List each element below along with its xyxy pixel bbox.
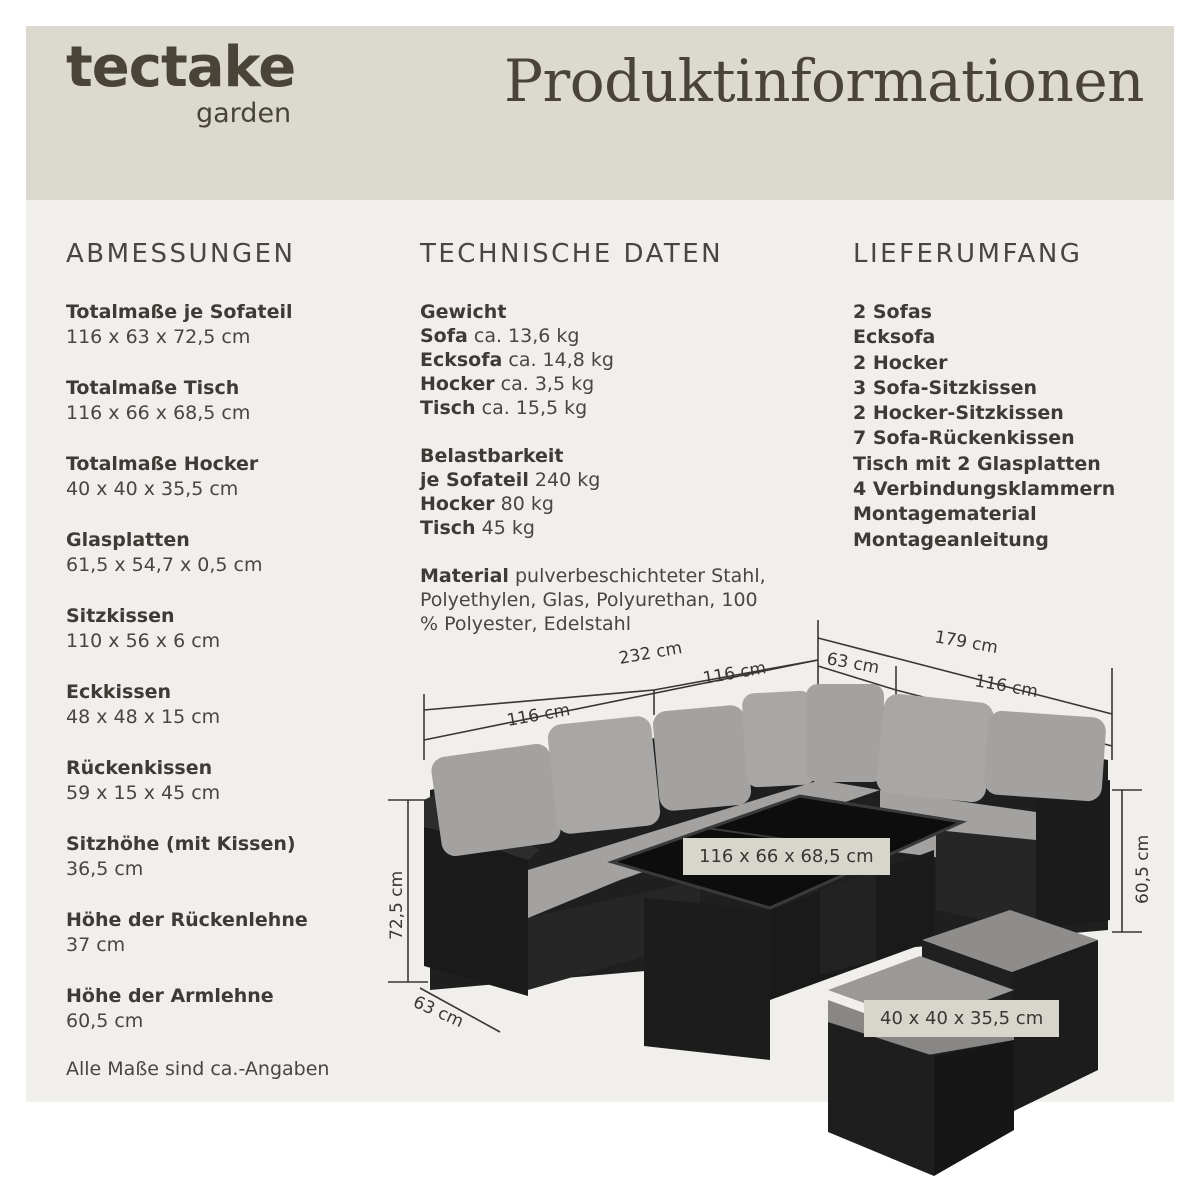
dimension-label: Glasplatten bbox=[66, 529, 190, 551]
dimension-item bbox=[66, 832, 329, 882]
delivery-item: 2 Hocker bbox=[853, 351, 948, 374]
dimension-value: 40 x 40 x 35,5 cm bbox=[66, 478, 239, 500]
load-row bbox=[420, 492, 766, 516]
material-line-2: Polyethylen, Glas, Polyurethan, 100 bbox=[420, 589, 758, 611]
weight-row-label: Hocker bbox=[420, 373, 495, 395]
weight-row bbox=[420, 348, 766, 372]
sofa-drawing bbox=[424, 684, 1110, 1176]
dimension-value: 116 x 66 x 68,5 cm bbox=[66, 402, 251, 424]
delivery-column bbox=[853, 238, 1115, 553]
dimension-item bbox=[66, 680, 329, 730]
dimension-label: Höhe der Rückenlehne bbox=[66, 909, 308, 931]
dimensions-list bbox=[66, 300, 329, 1034]
dimension-value: 59 x 15 x 45 cm bbox=[66, 782, 221, 804]
dimension-value: 110 x 56 x 6 cm bbox=[66, 630, 221, 652]
dimensions-heading: ABMESSUNGEN bbox=[66, 239, 296, 269]
dimension-item bbox=[66, 908, 329, 958]
technical-column bbox=[420, 238, 766, 660]
dimension-value: 36,5 cm bbox=[66, 858, 144, 880]
dimension-label: Totalmaße je Sofateil bbox=[66, 301, 293, 323]
dimension-item bbox=[66, 452, 329, 502]
load-row-value: 80 kg bbox=[500, 493, 554, 515]
technical-heading: TECHNISCHE DATEN bbox=[420, 239, 724, 269]
load-row-value: 45 kg bbox=[481, 517, 535, 539]
dimension-label: Totalmaße Tisch bbox=[66, 377, 240, 399]
dimension-value: 37 cm bbox=[66, 934, 126, 956]
weight-row bbox=[420, 372, 766, 396]
dimensions-column bbox=[66, 238, 329, 1080]
weight-row-label: Sofa bbox=[420, 325, 468, 347]
dimension-label: Sitzkissen bbox=[66, 605, 175, 627]
load-row-label: Tisch bbox=[420, 517, 476, 539]
load-row bbox=[420, 468, 766, 492]
load-row bbox=[420, 516, 766, 540]
dimension-label: Sitzhöhe (mit Kissen) bbox=[66, 833, 296, 855]
page-title: Produktinformationen bbox=[503, 47, 1144, 115]
load-row-label: Hocker bbox=[420, 493, 495, 515]
delivery-item: 7 Sofa-Rückenkissen bbox=[853, 427, 1075, 450]
load-title: Belastbarkeit bbox=[420, 445, 564, 467]
weight-row-value: ca. 3,5 kg bbox=[500, 373, 595, 395]
dim-sofa-left: 116 cm bbox=[505, 700, 572, 731]
load-row-value: 240 kg bbox=[534, 469, 601, 491]
brand-logo: tectake bbox=[66, 35, 296, 100]
weight-title: Gewicht bbox=[420, 301, 507, 323]
dimension-label: Eckkissen bbox=[66, 681, 172, 703]
delivery-item: Montageanleitung bbox=[853, 528, 1049, 551]
product-illustration bbox=[380, 620, 1160, 1190]
weight-row bbox=[420, 396, 766, 420]
material-label: Material bbox=[420, 565, 509, 587]
dim-sofa-mid: 116 cm bbox=[701, 658, 768, 689]
dim-depth: 63 cm bbox=[409, 992, 467, 1033]
dimension-label: Höhe der Armlehne bbox=[66, 985, 274, 1007]
dimension-item bbox=[66, 300, 329, 350]
delivery-item: 2 Sofas bbox=[853, 301, 932, 323]
dim-sofa-right: 116 cm bbox=[973, 671, 1040, 702]
weight-row-value: ca. 13,6 kg bbox=[473, 325, 580, 347]
delivery-list bbox=[853, 300, 1115, 553]
delivery-item: 4 Verbindungsklammern bbox=[853, 478, 1116, 501]
dimension-label: Totalmaße Hocker bbox=[66, 453, 259, 475]
load-group bbox=[420, 444, 766, 540]
delivery-heading: LIEFERUMFANG bbox=[853, 239, 1083, 269]
stool-dimension-tag: 40 x 40 x 35,5 cm bbox=[864, 1000, 1059, 1037]
dimension-item bbox=[66, 376, 329, 426]
weight-row-label: Ecksofa bbox=[420, 349, 503, 371]
dimension-value: 48 x 48 x 15 cm bbox=[66, 706, 221, 728]
weight-row-value: ca. 15,5 kg bbox=[481, 397, 588, 419]
weight-row bbox=[420, 324, 766, 348]
dimension-value: 60,5 cm bbox=[66, 1010, 144, 1032]
load-row-label: je Sofateil bbox=[420, 469, 529, 491]
dimension-value: 116 x 63 x 72,5 cm bbox=[66, 326, 251, 348]
brand-logo-sub: garden bbox=[196, 98, 292, 129]
delivery-item: Montagematerial bbox=[853, 503, 1037, 526]
dimension-item bbox=[66, 984, 329, 1034]
material-line-3: % Polyester, Edelstahl bbox=[420, 613, 631, 635]
dim-total-right: 179 cm bbox=[933, 627, 1000, 658]
dimensions-note: Alle Maße sind ca.-Angaben bbox=[66, 1058, 330, 1080]
delivery-item: 3 Sofa-Sitzkissen bbox=[853, 376, 1038, 399]
delivery-item: 2 Hocker-Sitzkissen bbox=[853, 402, 1064, 425]
dim-armrest: 60,5 cm bbox=[1133, 834, 1153, 904]
weight-row-value: ca. 14,8 kg bbox=[508, 349, 614, 371]
dimension-item bbox=[66, 604, 329, 654]
dim-total-length: 232 cm bbox=[617, 638, 684, 669]
weight-group bbox=[420, 300, 766, 420]
delivery-item: Ecksofa bbox=[853, 326, 936, 349]
dimension-value: 61,5 x 54,7 x 0,5 cm bbox=[66, 554, 263, 576]
table-dimension-tag: 116 x 66 x 68,5 cm bbox=[683, 838, 890, 875]
delivery-item: Tisch mit 2 Glasplatten bbox=[853, 452, 1101, 475]
dimension-item bbox=[66, 756, 329, 806]
material-line-1: pulverbeschichteter Stahl, bbox=[514, 565, 766, 587]
dimension-item bbox=[66, 528, 329, 578]
dim-corner: 63 cm bbox=[825, 649, 881, 679]
dim-height-left: 72,5 cm bbox=[387, 870, 407, 940]
dimension-label: Rückenkissen bbox=[66, 757, 213, 779]
weight-row-label: Tisch bbox=[420, 397, 476, 419]
